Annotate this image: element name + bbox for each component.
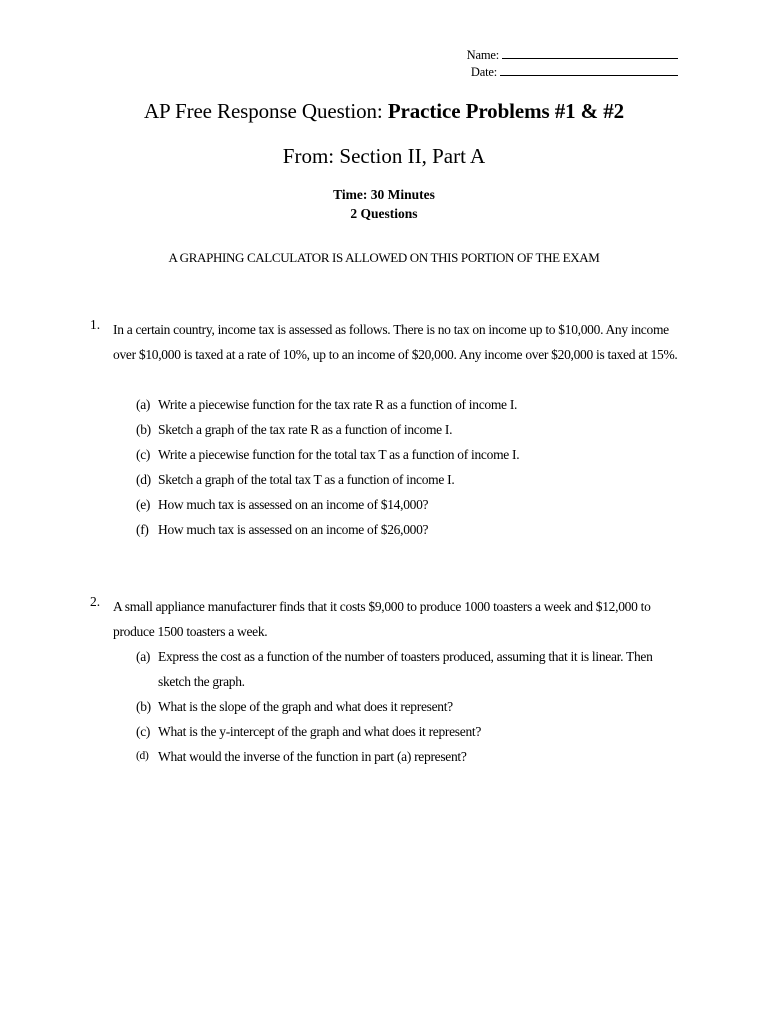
part-label: (b) (136, 422, 151, 437)
part-text: Sketch a graph of the total tax T as a function of income I. (158, 472, 455, 487)
date-field-row (471, 64, 678, 80)
title-prefix: AP Free Response Question: (143, 99, 388, 123)
part-text: What is the slope of the graph and what does it represent? (158, 699, 453, 714)
title-bold: Practice Problems #1 & #2 (387, 99, 625, 123)
name-field-row (467, 47, 678, 63)
time-limit: Time: 30 Minutes (333, 187, 435, 202)
name-label: Name: (466, 48, 499, 62)
problem-text: A small appliance manufacturer finds that it costs $9,000 to produce 1000 toasters a week and $12,000 to produce 1500 toasters a week. (113, 599, 651, 639)
part-label: (a) (136, 649, 151, 664)
part-label: (c) (136, 724, 151, 739)
section-subtitle: From: Section II, Part A (282, 144, 486, 168)
part-label: (a) (136, 397, 151, 412)
question-count: 2 Questions (350, 206, 418, 221)
date-label: Date: (470, 65, 497, 79)
part-text: How much tax is assessed on an income of $26,000? (158, 522, 429, 537)
problem-number: 1. (90, 317, 101, 332)
part-text: What is the y-intercept of the graph and what does it represent? (158, 724, 482, 739)
part-label: (c) (136, 447, 151, 462)
name-blank-line[interactable] (502, 47, 678, 59)
part-text: Write a piecewise function for the total tax T as a function of income I. (158, 447, 520, 462)
date-blank-line[interactable] (500, 64, 678, 76)
problem-number: 2. (90, 594, 101, 609)
part-label: (b) (136, 699, 151, 714)
time-block (0, 185, 768, 223)
part-text: How much tax is assessed on an income of $14,000? (158, 497, 429, 512)
part-label: (f) (136, 522, 149, 537)
part-text: Express the cost as a function of the number of toasters produced, assuming that it is linear. Then sketch the graph. (158, 649, 653, 689)
problem-text: In a certain country, income tax is assessed as follows. There is no tax on income up to $10,000. Any income over $10,000 is taxed at a rate of 10%, up to an income of $20,000. Any income over $20,000 is taxed at 15%. (113, 322, 678, 362)
part-text: Sketch a graph of the tax rate R as a function of income I. (158, 422, 453, 437)
page-title (0, 99, 768, 124)
part-label: (e) (136, 497, 151, 512)
part-text: Write a piecewise function for the tax rate R as a function of income I. (158, 397, 518, 412)
part-label: (d) (136, 472, 151, 487)
part-label: (d) (136, 750, 149, 762)
part-text: What would the inverse of the function in part (a) represent? (158, 749, 467, 764)
calculator-note: A GRAPHING CALCULATOR IS ALLOWED ON THIS PORTION OF THE EXAM (168, 250, 600, 265)
